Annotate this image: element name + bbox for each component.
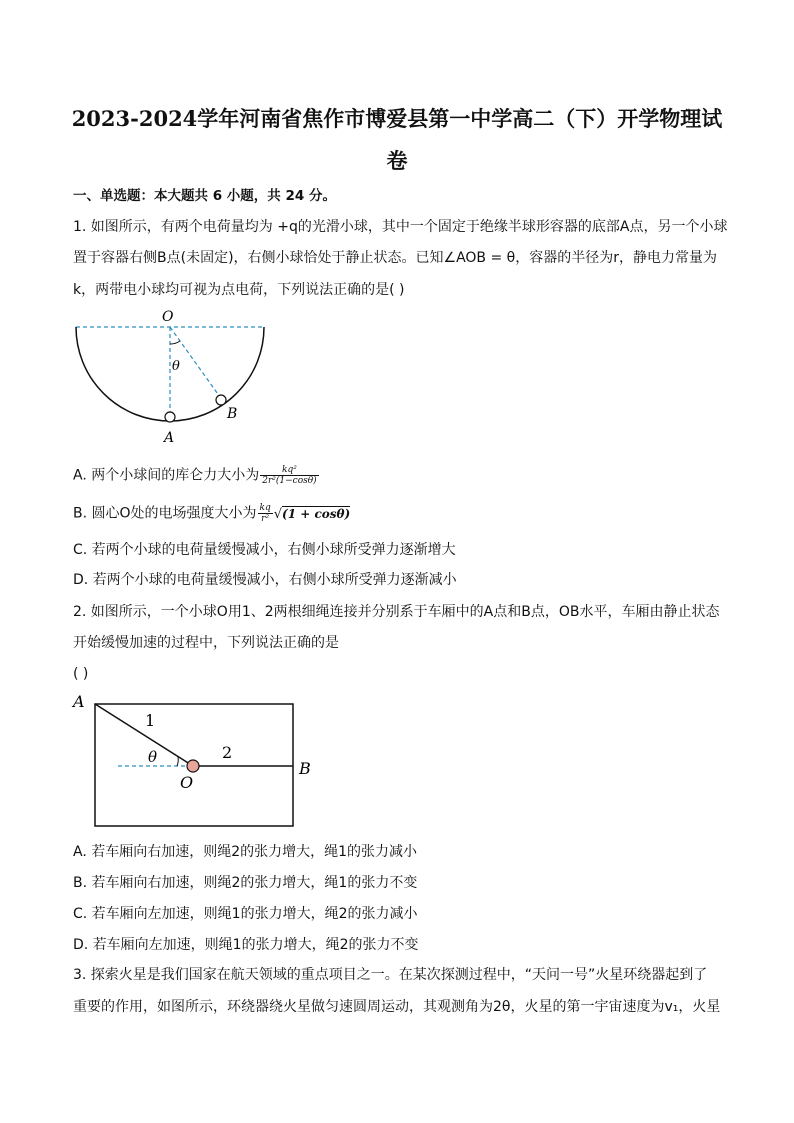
exam-title-line1: 2023-2024学年河南省焦作市博爱县第一中学高二（下）开学物理试 — [71, 106, 723, 131]
q2-carriage-figure — [70, 688, 330, 833]
q1-option-b-fraction — [258, 503, 273, 524]
q2-label-A: A — [73, 692, 85, 711]
q3-stem-line2: 重要的作用，如图所示，环绕器绕火星做匀速圆周运动，其观测角为2θ，火星的第一宇宙速度为v₁，火星 — [73, 999, 721, 1015]
q1-option-a — [73, 465, 320, 486]
q2-option-c: C. 若车厢向左加速，则绳1的张力增大，绳2的张力减小 — [73, 906, 418, 922]
q1-stem-line1: 1. 如图所示，有两个电荷量均为 +q的光滑小球，其中一个固定于绝缘半球形容器的底部A点，另一个小球 — [73, 219, 728, 235]
q1-option-b — [73, 503, 350, 524]
q1-option-a-numerator: kq² — [260, 465, 318, 476]
q1-stem-line3: k，两带电小球均可视为点电荷，下列说法正确的是( ) — [73, 282, 405, 298]
q1-ball-B — [216, 395, 226, 405]
q2-stem-line3: ( ) — [73, 666, 89, 682]
q1-option-d: D. 若两个小球的电荷量缓慢减小，右侧小球所受弹力逐渐减小 — [73, 572, 457, 588]
q2-stem-line2: 开始缓慢加速的过程中，下列说法正确的是 — [73, 635, 339, 651]
q2-option-d: D. 若车厢向左加速，则绳1的张力增大，绳2的张力不变 — [73, 937, 419, 953]
q1-label-A: A — [164, 430, 175, 446]
exam-title-line2: 卷 — [386, 148, 408, 173]
q2-ball-O — [187, 760, 199, 772]
q2-label-theta: θ — [148, 748, 158, 766]
q1-option-a-denominator: 2r²(1−cosθ) — [262, 476, 317, 486]
q1-option-b-radicand: (1 + cosθ) — [282, 506, 351, 521]
q1-ball-A — [165, 412, 175, 422]
q1-option-b-numerator: kq — [259, 503, 271, 513]
q2-label-1: 1 — [145, 711, 156, 730]
q1-option-b-denominator: r² — [261, 514, 270, 524]
q1-label-B: B — [227, 406, 238, 422]
q1-option-a-text: A. 两个小球间的库仑力大小为 — [73, 467, 260, 484]
q2-angle-arc — [177, 757, 178, 766]
q2-option-b: B. 若车厢向右加速，则绳2的张力增大，绳1的张力不变 — [73, 875, 418, 891]
q2-option-a: A. 若车厢向右加速，则绳2的张力增大，绳1的张力减小 — [73, 844, 418, 860]
q2-label-O: O — [180, 773, 194, 792]
q1-hemisphere-figure — [70, 302, 270, 447]
q3-stem-line1: 3. 探索火星是我们国家在航天领域的重点项目之一。在某次探测过程中，“天问一号”火星环绕器起到了 — [73, 967, 708, 983]
q2-rope-1 — [95, 704, 193, 766]
q2-stem-line1: 2. 如图所示，一个小球O用1、2两根细绳连接并分别系于车厢中的A点和B点，OB水平，车厢由静止状态 — [73, 604, 720, 620]
q2-label-B: B — [299, 759, 311, 778]
q1-option-a-fraction — [260, 465, 318, 486]
q1-option-c: C. 若两个小球的电荷量缓慢减小，右侧小球所受弹力逐渐增大 — [73, 542, 456, 558]
q1-stem-line2: 置于容器右侧B点(未固定)，右侧小球恰处于静止状态。已知∠AOB = θ，容器的半径为r，静电力常量为 — [73, 250, 717, 266]
q1-option-b-sqrt: √(1 + cosθ) — [273, 506, 351, 522]
q1-angle-arc — [170, 341, 180, 344]
q1-option-b-text: B. 圆心O处的电场强度大小为 — [73, 505, 257, 522]
q1-label-theta: θ — [172, 359, 180, 374]
q1-label-O: O — [162, 309, 174, 325]
q2-label-2: 2 — [222, 743, 233, 762]
section-heading: 一、单选题：本大题共 6 小题，共 24 分。 — [73, 188, 336, 204]
